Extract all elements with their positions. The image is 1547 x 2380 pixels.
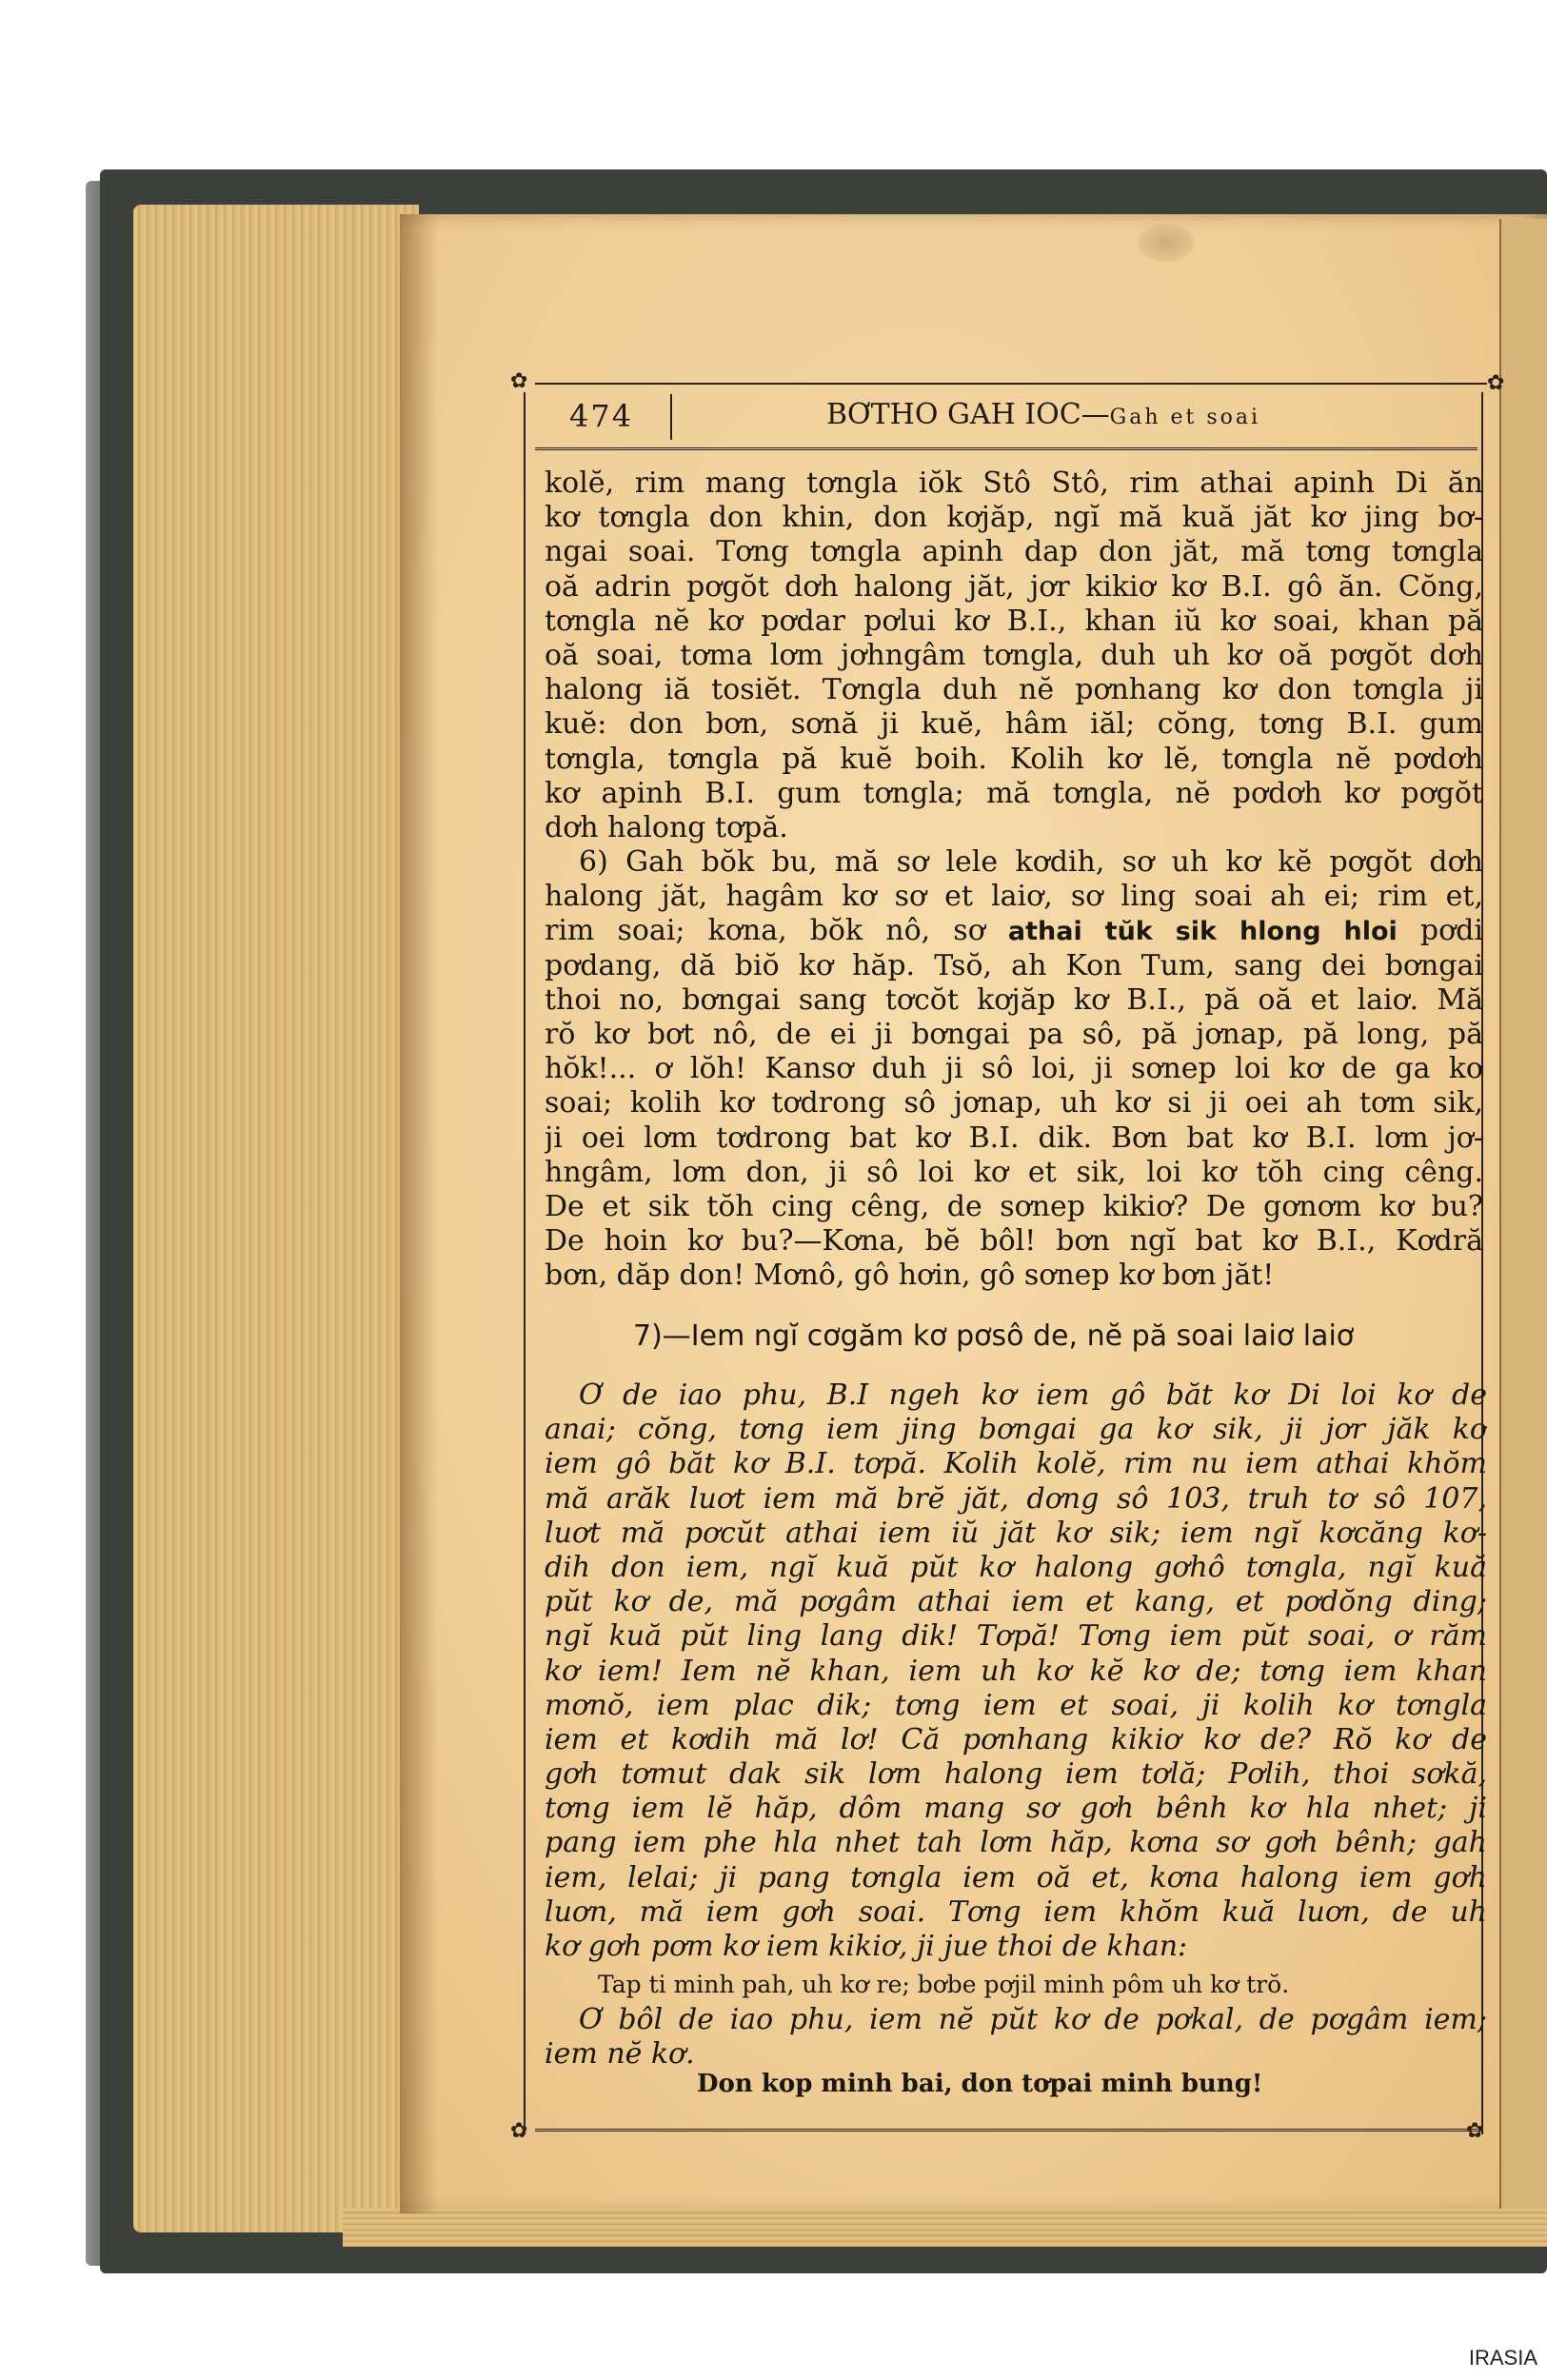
text-line: hngâm, lơm don, ji sô loi kơ et sik, loi kơ tŏh cing cêng.: [545, 1155, 1483, 1189]
header-rule: [535, 447, 1478, 453]
paragraph-2: [545, 845, 1483, 1293]
text-line: kơ iem! Iem nĕ khan, iem uh kơ kĕ kơ de; tơng iem khan: [545, 1654, 1487, 1688]
paragraph-1: [545, 466, 1483, 845]
text-line: dơh halong tơpă.: [545, 810, 788, 844]
text-line: mă arăk luơt iem mă brĕ jăt, dơng sô 103, truh tơ sô 107,: [545, 1481, 1487, 1516]
text-line: kuĕ: don bơn, sơnă ji kuĕ, hâm iăl; cŏng, tơng B.I. gum: [545, 707, 1483, 742]
proverb-1: Tap ti minh pah, uh kơ re; bơbe pơjil minh pôm uh kơ trŏ.: [598, 1971, 1290, 1998]
proverb-2: Don kop minh bai, don tơpai minh bung!: [697, 2070, 1263, 2098]
text-line: luơn, mă iem gơh soai. Tơng iem khŏm kuă luơn, de uh: [545, 1894, 1487, 1929]
text-line: soai; kolih kơ tơdrong sô jơnap, uh kơ si ji oei ah tơm sik,: [545, 1086, 1483, 1121]
bottom-rule: [535, 2129, 1478, 2134]
text-line: dih don iem, ngĭ kuă pŭt kơ halong gơhô tơngla, ngĭ kuă: [545, 1550, 1487, 1584]
text-line: ji oei lơm tơdrong bat kơ B.I. dik. Bơn bat kơ B.I. lơm jơ-: [545, 1121, 1483, 1155]
text-line: pŭt kơ de, mă pơgâm athai iem et kang, et pơdŏng ding;: [545, 1585, 1487, 1619]
text-line: oă soai, tơma lơm jơhngâm tơngla, duh uh kơ oă pơgŏt dơh: [545, 638, 1483, 672]
text-line: bơn, dăp don! Mơnô, gô hơin, gô sơnep kơ bơn jăt!: [545, 1259, 1275, 1293]
text-line: ngai soai. Tơng tơngla apinh dap don jăt, mă tơng tơngla: [545, 535, 1483, 569]
text-line: rŏ kơ bơt nô, de ei ji bơngai pa sô, pă jơnap, pă long, pă: [545, 1017, 1483, 1051]
text-line: gơh tơmut dak sik lơm halong iem tơlă; Pơlih, thoi sơkă,: [545, 1757, 1487, 1792]
top-rule: [535, 383, 1487, 385]
text-line: kơ gơh pơm kơ iem kikiơ, ji jue thoi de khan:: [545, 1930, 1188, 1963]
text-line: De et sik tŏh cing cêng, de sơnep kikiơ? De gơnơm kơ bu?: [545, 1189, 1483, 1223]
bold-phrase: athai tŭk sik hlong hloi: [1007, 917, 1398, 947]
top-right-ornament-icon: ✿: [1487, 371, 1505, 395]
page-edges-bottom: [343, 2209, 1547, 2247]
text-line: iem nĕ kơ.: [545, 2037, 695, 2072]
text-line: oă adrin pơgŏt dơh halong jăt, jơr kikiơ kơ B.I. gô ăn. Cŏng,: [545, 569, 1483, 604]
text-line: pang iem phe hla nhet tah lơm hăp, kơna sơ gơh bênh; gah: [545, 1826, 1487, 1860]
text-fragment: rim soai; kơna, bŏk nô, sơ: [545, 914, 1008, 948]
text-line: tơngla nĕ kơ pơdar pơlui kơ B.I., khan iŭ kơ soai, khan pă: [545, 604, 1483, 638]
text-line: mơnŏ, iem plac dik; tơng iem et soai, ji kolih kơ tơngla: [545, 1688, 1487, 1722]
text-line: halong jăt, hagâm kơ sơ et laiơ, sơ ling soai ah ei; rim et,: [545, 880, 1483, 914]
text-line: tơng iem lĕ hăp, dôm mang sơ gơh bênh kơ hla nhet; ji: [545, 1792, 1487, 1826]
text-line: Ơ bôl de iao phu, iem nĕ pŭt kơ de pơkal, de pơgâm iem;: [579, 2003, 1487, 2036]
text-line: halong iă tosiĕt. Tơngla duh nĕ pơnhang kơ don tơngla ji: [545, 673, 1483, 707]
left-frame-rule: [524, 392, 526, 2134]
page-edges: [133, 205, 419, 2232]
italic-paragraph: [545, 1378, 1487, 1964]
watermark: IRASIA: [1468, 2346, 1537, 2370]
text-line: kơ tơngla don khin, don kơjăp, ngĭ mă kuă jăt kơ jing bơ-: [545, 501, 1483, 535]
page-stain: [1138, 224, 1195, 262]
running-head-subtitle: Gah et soai: [1109, 406, 1261, 429]
top-left-ornament-icon: ✿: [510, 369, 528, 393]
text-line: iem, lelai; ji pang tơngla iem oă et, kơna halong iem gơh: [545, 1860, 1487, 1894]
section-heading: 7)—Iem ngĭ cơgăm kơ pơsô de, nĕ pă soai laiơ laiơ: [633, 1319, 1355, 1353]
text-line: kolĕ, rim mang tơngla iŏk Stô Stô, rim athai apinh Di ăn: [545, 466, 1483, 500]
header-divider: [670, 394, 672, 440]
text-line: iem gô băt kơ B.I. tơpă. Kolih kolĕ, rim nu iem athai khŏm: [545, 1447, 1487, 1481]
bottom-right-ornament-icon: ✿: [1466, 2119, 1484, 2143]
text-line: De hoin kơ bu?—Kơna, bĕ bôl! bơn ngĭ bat kơ B.I., Kơdră: [545, 1224, 1483, 1259]
text-line-with-bold: [545, 914, 1483, 948]
text-fragment: pơdi: [1397, 914, 1483, 948]
text-line: ngĭ kuă pŭt ling lang dik! Tơpă! Tơng iem pŭt soai, ơ răm: [545, 1619, 1487, 1654]
text-line: kơ apinh B.I. gum tơngla; mă tơngla, nĕ pơdơh kơ pơgŏt: [545, 776, 1483, 810]
text-line: pơdang, dă biŏ kơ hăp. Tsŏ, ah Kon Tum, sang dei bơngai: [545, 948, 1483, 982]
text-line: luơt mă pơcŭt athai iem iŭ jăt kơ sik; iem ngĭ kơcăng kơ-: [545, 1516, 1487, 1550]
text-line: tơngla, tơngla pă kuĕ boih. Kolih kơ lĕ, tơngla nĕ pơdơh: [545, 742, 1483, 776]
text-line: anai; cŏng, tơng iem jing bơngai ga kơ sik, ji jơr jăk kơ: [545, 1413, 1487, 1447]
closing-italic: [545, 2003, 1487, 2072]
text-line: thoi no, bơngai sang tơcŏt kơjăp kơ B.I., pă oă et laiơ. Mă: [545, 982, 1483, 1017]
bottom-left-ornament-icon: ✿: [510, 2119, 528, 2143]
text-line: Ơ de iao phu, B.I ngeh kơ iem gô băt kơ Di loi kơ de: [579, 1378, 1487, 1412]
text-line: 6) Gah bŏk bu, mă sơ lele kơdih, sơ uh kơ kĕ pơgŏt dơh: [579, 845, 1483, 879]
gutter-shadow: [400, 214, 438, 2213]
text-line: iem et kơdih mă lơ! Că pơnhang kikiơ kơ de? Rŏ kơ de: [545, 1722, 1487, 1756]
running-head: [826, 398, 1260, 431]
page-number: 474: [569, 398, 634, 434]
running-head-title: BƠTHO GAH IOC—: [826, 398, 1110, 431]
next-page-edge: [1499, 219, 1547, 2209]
text-line: hŏk!... ơ lŏh! Kansơ duh ji sô loi, ji sơnep loi kơ de ga kơ: [545, 1052, 1483, 1086]
